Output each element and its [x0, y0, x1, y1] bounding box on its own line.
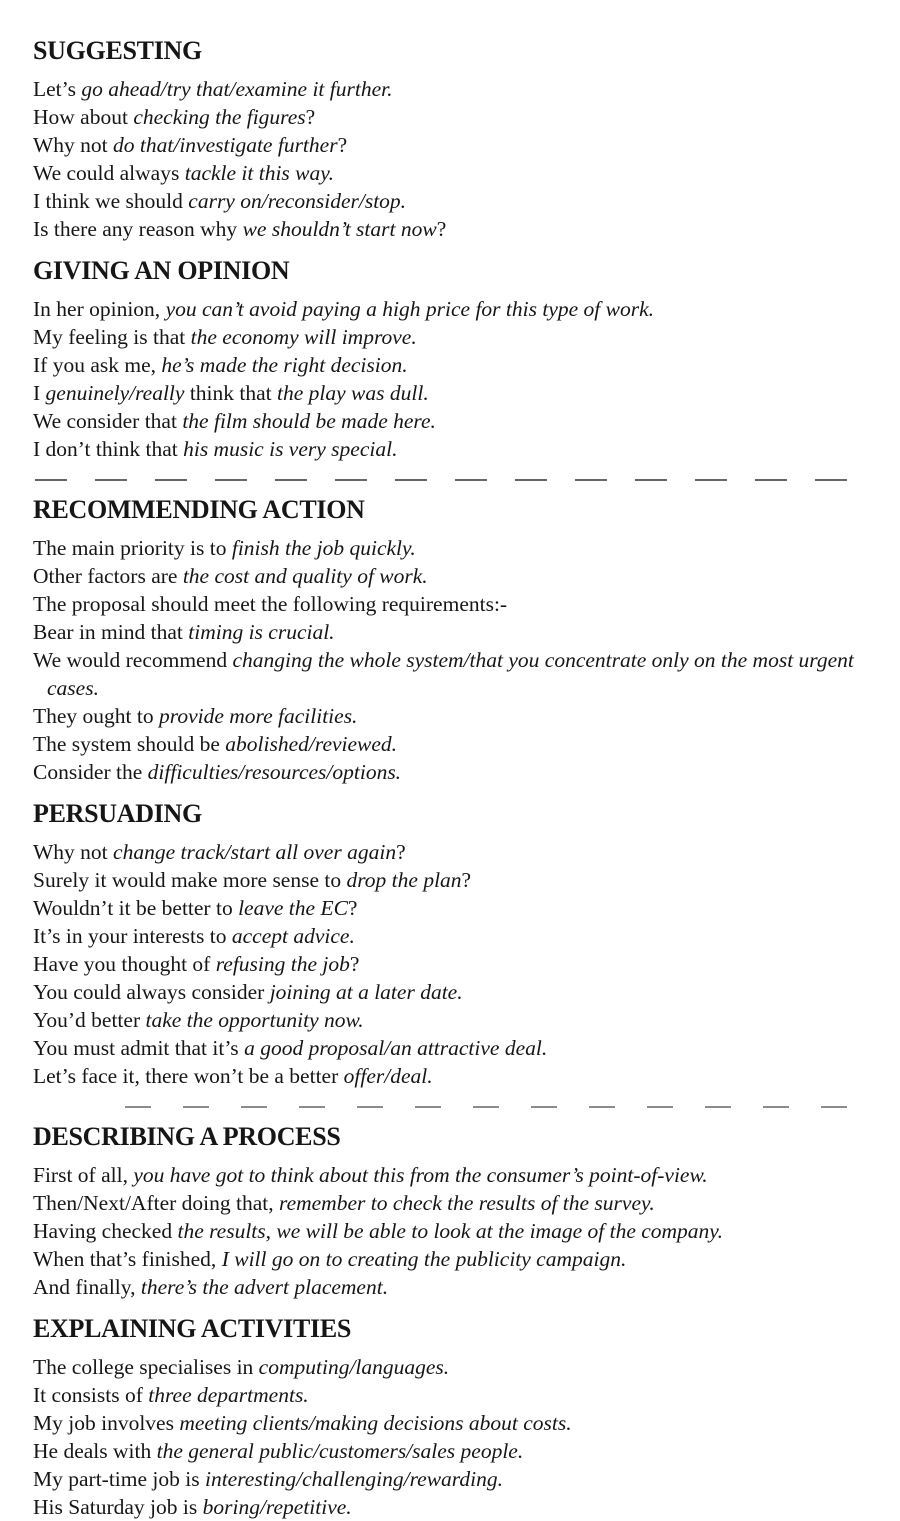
phrase-line [33, 379, 857, 407]
phrase-roman-segment: The system should be [33, 732, 226, 756]
phrase-roman-segment: He deals with [33, 1439, 157, 1463]
phrase-roman-segment: I don’t think that [33, 437, 184, 461]
phrase-line [33, 1161, 857, 1189]
phrase-roman-segment: Consider the [33, 760, 148, 784]
phrase-line [33, 215, 857, 243]
phrase-roman-segment: Why not [33, 133, 114, 157]
dashed-divider [125, 1106, 858, 1108]
phrase-italic-segment: remember to check the results of the survey. [279, 1191, 655, 1215]
phrase-italic-segment: abolished/reviewed. [225, 732, 398, 756]
phrase-roman-segment: Let’s [33, 77, 82, 101]
section-explaining-activities [33, 1314, 860, 1521]
phrase-sections [33, 36, 860, 1521]
section-title: GIVING AN OPINION [33, 256, 290, 285]
phrase-italic-segment: tackle it this way. [184, 161, 335, 185]
phrase-line [33, 407, 857, 435]
phrase-roman-segment: We consider that [33, 409, 183, 433]
phrase-roman-segment: First of all, [33, 1163, 134, 1187]
phrase-roman-segment: The main priority is to [33, 536, 232, 560]
phrase-roman-segment: Then/Next/After doing that, [33, 1191, 279, 1215]
phrase-roman-segment: Have you thought of [33, 952, 216, 976]
phrase-line [33, 922, 857, 950]
phrase-line [33, 894, 857, 922]
phrase-italic-segment: take the opportunity now. [145, 1008, 364, 1032]
phrase-italic-segment: the economy will improve. [190, 325, 417, 349]
phrase-roman-segment: His Saturday job is [33, 1495, 203, 1519]
phrase-line [33, 1409, 857, 1437]
section-title: EXPLAINING ACTIVITIES [33, 1314, 352, 1343]
phrase-roman-segment: My job involves [33, 1411, 180, 1435]
section-suggesting [33, 36, 860, 243]
phrase-italic-segment: change track/start all over again [113, 840, 397, 864]
phrase-roman-segment: Other factors are [33, 564, 183, 588]
phrase-line [33, 75, 857, 103]
phrase-line [33, 1245, 857, 1273]
phrase-line [33, 103, 857, 131]
phrase-italic-segment: refusing the job [215, 952, 350, 976]
phrase-italic-segment: there’s the advert placement. [140, 1275, 389, 1299]
phrase-line [33, 618, 857, 646]
phrase-italic-segment: I will go on to creating the publicity campaign. [221, 1247, 627, 1271]
phrase-line [33, 646, 857, 702]
phrase-roman-segment: The college specialises in [33, 1355, 259, 1379]
phrase-line [33, 131, 857, 159]
section-title: DESCRIBING A PROCESS [33, 1122, 341, 1151]
phrase-roman-segment: Is there any reason why [33, 217, 243, 241]
phrase-line [33, 1189, 857, 1217]
phrase-italic-segment: timing is crucial. [188, 620, 335, 644]
dashed-divider [35, 479, 858, 481]
phrase-line [33, 1273, 857, 1301]
phrase-line [33, 1062, 857, 1090]
phrase-line [33, 435, 857, 463]
phrase-roman-segment: We would recommend [33, 648, 233, 672]
phrase-line [33, 159, 857, 187]
phrase-roman-segment: When that’s finished, [33, 1247, 222, 1271]
phrase-italic-segment: a good proposal/an attractive deal. [244, 1036, 548, 1060]
phrase-line [33, 758, 857, 786]
phrase-roman-segment: If you ask me, [33, 353, 162, 377]
phrase-italic-segment: the play was dull. [277, 381, 429, 405]
phrase-roman-segment: Why not [33, 840, 114, 864]
phrase-roman-segment: Surely it would make more sense to [33, 868, 347, 892]
phrase-line [33, 1217, 857, 1245]
phrase-roman-segment: Let’s face it, there won’t be a better [33, 1064, 344, 1088]
phrase-line [33, 1034, 857, 1062]
phrase-roman-segment: ? [396, 840, 406, 864]
phrase-roman-segment: You must admit that it’s [33, 1036, 245, 1060]
section-title: SUGGESTING [33, 36, 202, 65]
phrase-roman-segment: You’d better [33, 1008, 146, 1032]
phrase-italic-segment: accept advice. [231, 924, 355, 948]
phrase-line [33, 838, 857, 866]
phrase-italic-segment: provide more facilities. [159, 704, 358, 728]
phrase-roman-segment: It consists of [33, 1383, 149, 1407]
phrase-italic-segment: the cost and quality of work. [182, 564, 428, 588]
phrase-line [33, 323, 857, 351]
phrase-roman-segment: They ought to [33, 704, 159, 728]
phrase-line [33, 1353, 857, 1381]
phrase-roman-segment: How about [33, 105, 134, 129]
phrase-italic-segment: leave the EC [238, 896, 348, 920]
phrase-roman-segment: ? [436, 217, 447, 241]
phrase-roman-segment: ? [461, 868, 472, 892]
phrase-roman-segment: Having checked [33, 1219, 178, 1243]
phrase-italic-segment: we shouldn’t start now [242, 217, 437, 241]
phrase-roman-segment: think that [184, 381, 278, 405]
phrase-roman-segment: ? [349, 952, 360, 976]
phrase-line [33, 295, 857, 323]
phrase-italic-segment: meeting clients/making decisions about costs. [179, 1411, 572, 1435]
section-giving-an-opinion [33, 256, 860, 463]
phrase-line [33, 866, 857, 894]
phrase-roman-segment: Wouldn’t it be better to [33, 896, 239, 920]
phrase-line [33, 590, 857, 618]
phrase-roman-segment: ? [347, 896, 358, 920]
phrase-italic-segment: finish the job quickly. [231, 536, 416, 560]
phrase-italic-segment: the film should be made here. [182, 409, 436, 433]
phrase-line [33, 351, 857, 379]
phrase-italic-segment: difficulties/resources/options. [147, 760, 402, 784]
phrase-line [33, 187, 857, 215]
phrase-italic-segment: carry on/reconsider/stop. [188, 189, 407, 213]
phrase-line [33, 562, 857, 590]
section-recommending-action [33, 495, 860, 786]
phrase-roman-segment: In her opinion, [33, 297, 166, 321]
phrase-italic-segment: the results, we will be able to look at the image of the company. [177, 1219, 724, 1243]
phrase-italic-segment: his music is very special. [183, 437, 398, 461]
phrase-line [33, 1493, 857, 1521]
phrase-line [33, 1006, 857, 1034]
phrase-line [33, 1465, 857, 1493]
phrase-italic-segment: he’s made the right decision. [161, 353, 408, 377]
phrase-italic-segment: interesting/challenging/rewarding. [204, 1467, 503, 1491]
phrase-italic-segment: changing the whole system/that you concentrate only on the most urgent cases. [47, 648, 854, 700]
phrase-italic-segment: boring/repetitive. [202, 1495, 352, 1519]
phrase-italic-segment: you have got to think about this from the consumer’s point-of-view. [133, 1163, 708, 1187]
phrase-italic-segment: do that/investigate further [113, 133, 338, 157]
phrase-italic-segment: checking the figures [133, 105, 306, 129]
phrase-roman-segment: My feeling is that [33, 325, 191, 349]
phrase-roman-segment: ? [305, 105, 316, 129]
phrase-italic-segment: go ahead/try that/examine it further. [81, 77, 393, 101]
phrase-roman-segment: It’s in your interests to [33, 924, 232, 948]
phrase-italic-segment: genuinely/really [45, 381, 185, 405]
phrase-italic-segment: the general public/customers/sales people. [156, 1439, 524, 1463]
phrase-italic-segment: joining at a later date. [269, 980, 463, 1004]
phrase-roman-segment: I think we should [33, 189, 189, 213]
phrase-roman-segment: My part-time job is [33, 1467, 205, 1491]
phrase-italic-segment: you can’t avoid paying a high price for this type of work. [165, 297, 655, 321]
phrase-line [33, 1437, 857, 1465]
phrase-italic-segment: three departments. [148, 1383, 309, 1407]
phrase-roman-segment: The proposal should meet the following requirements:- [33, 592, 508, 616]
phrase-line [33, 1381, 857, 1409]
phrase-roman-segment: We could always [33, 161, 185, 185]
section-persuading [33, 799, 860, 1090]
phrase-line [33, 730, 857, 758]
phrase-line [33, 978, 857, 1006]
section-title: PERSUADING [33, 799, 202, 828]
phrase-line [33, 534, 857, 562]
section-title: RECOMMENDING ACTION [33, 495, 365, 524]
phrase-line [33, 950, 857, 978]
section-describing-a-process [33, 1122, 860, 1301]
phrase-italic-segment: drop the plan [346, 868, 462, 892]
phrase-roman-segment: I [33, 381, 46, 405]
phrase-roman-segment: Bear in mind that [33, 620, 189, 644]
phrase-italic-segment: computing/languages. [258, 1355, 450, 1379]
phrase-italic-segment: offer/deal. [343, 1064, 433, 1088]
phrase-roman-segment: And finally, [33, 1275, 141, 1299]
phrase-line [33, 702, 857, 730]
phrase-roman-segment: ? [337, 133, 348, 157]
phrase-roman-segment: You could always consider [33, 980, 270, 1004]
